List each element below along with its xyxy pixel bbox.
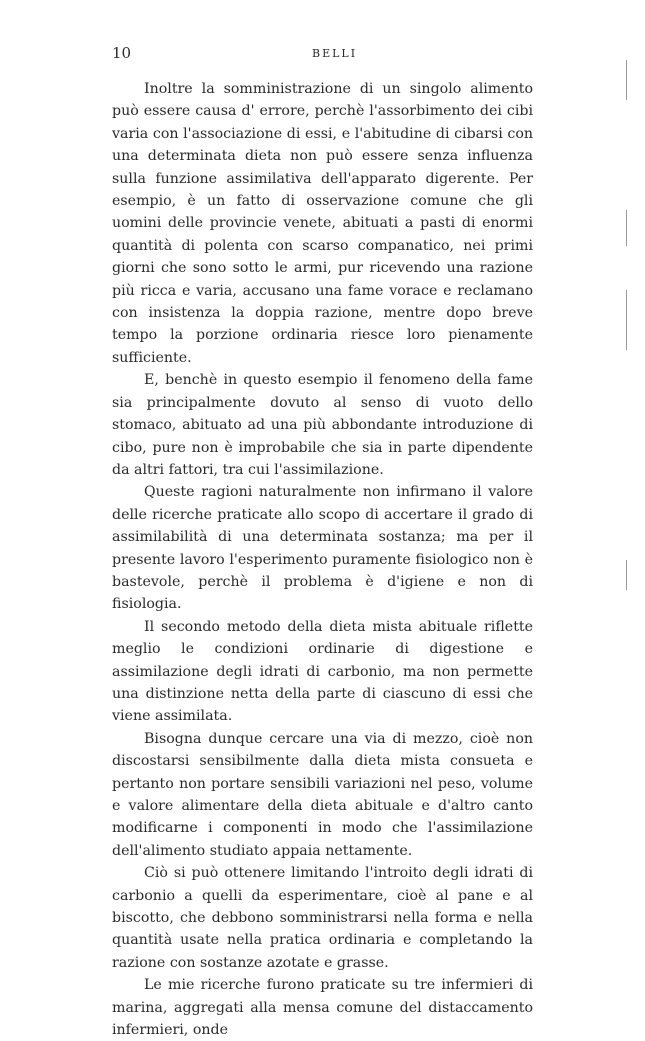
scan-edge-mark — [626, 60, 627, 100]
scan-edge-mark — [626, 290, 627, 350]
paragraph-3: Queste ragioni naturalmente non infirmano il valore delle ricerche praticate allo scopo di accertare il grado di assimilabilità di una determinata sostanza; ma per il presente lavoro l'esperimento puramente fisiologico non è bastevole, perchè il problema è d'igiene e non di fisiologia. — [112, 484, 533, 613]
paragraph-4: Il secondo metodo della dieta mista abituale riflette meglio le condizioni ordinarie di digestione e assimilazione degli idrati di carbonio, ma non permette una distinzione netta della parte di ciascuno di essi che viene assimilata. — [112, 618, 533, 725]
page-header — [112, 44, 532, 66]
paragraph-7: Le mie ricerche furono praticate su tre infermieri di marina, aggregati alla mensa comune del distaccamento infermieri, onde — [112, 977, 533, 1039]
paragraph-5: Bisogna dunque cercare una via di mezzo, cioè non discostarsi sensibilmente dalla dieta mista consueta e pertanto non portare sensibili variazioni nel peso, volume e valore alimentare della dieta abituale e d'altro canto modificarne i componenti in modo che l'assimilazione dell'alimento studiato appaia nettamente. — [112, 730, 533, 859]
paragraph-1: Inoltre la somministrazione di un singolo alimento può essere causa d' errore, perchè l'assorbimento dei cibi varia con l'associazione di essi, e l'abitudine di cibarsi con una determinata dieta non può essere senza influenza sulla funzione assimilativa dell'apparato digerente. Per esempio, è un fatto di osservazione comune che gli uomini delle provincie venete, abituati a pasti di enormi quantità di polenta con scarso companatico, nei primi giorni che sono sotto le armi, pur ricevendo una razione più ricca e varia, accusano una fame vorace e reclamano con insistenza la doppia razione, mentre dopo breve tempo la porzione ordinaria riesce loro pienamente sufficiente. — [112, 81, 533, 366]
running-head: BELLI — [312, 47, 358, 60]
paragraph-6: Ciò si può ottenere limitando l'introito degli idrati di carbonio a quelli da esperimentare, cioè al pane e al biscotto, che debbono somministrarsi nella forma e nella quantità usate nella pratica ordinaria e completando la razione con sostanze azotate e grasse. — [112, 865, 533, 971]
body-text — [112, 78, 533, 1041]
scan-edge-mark — [626, 210, 627, 246]
scan-edge-mark — [626, 560, 627, 590]
paragraph-2: E, benchè in questo esempio il fenomeno della fame sia principalmente dovuto al senso di vuoto dello stomaco, abituato ad una più abbondante introduzione di cibo, pure non è improbabile che sia in parte dipendente da altri fattori, tra cui l'assimilazione. — [112, 372, 533, 478]
page-number: 10 — [112, 44, 132, 62]
